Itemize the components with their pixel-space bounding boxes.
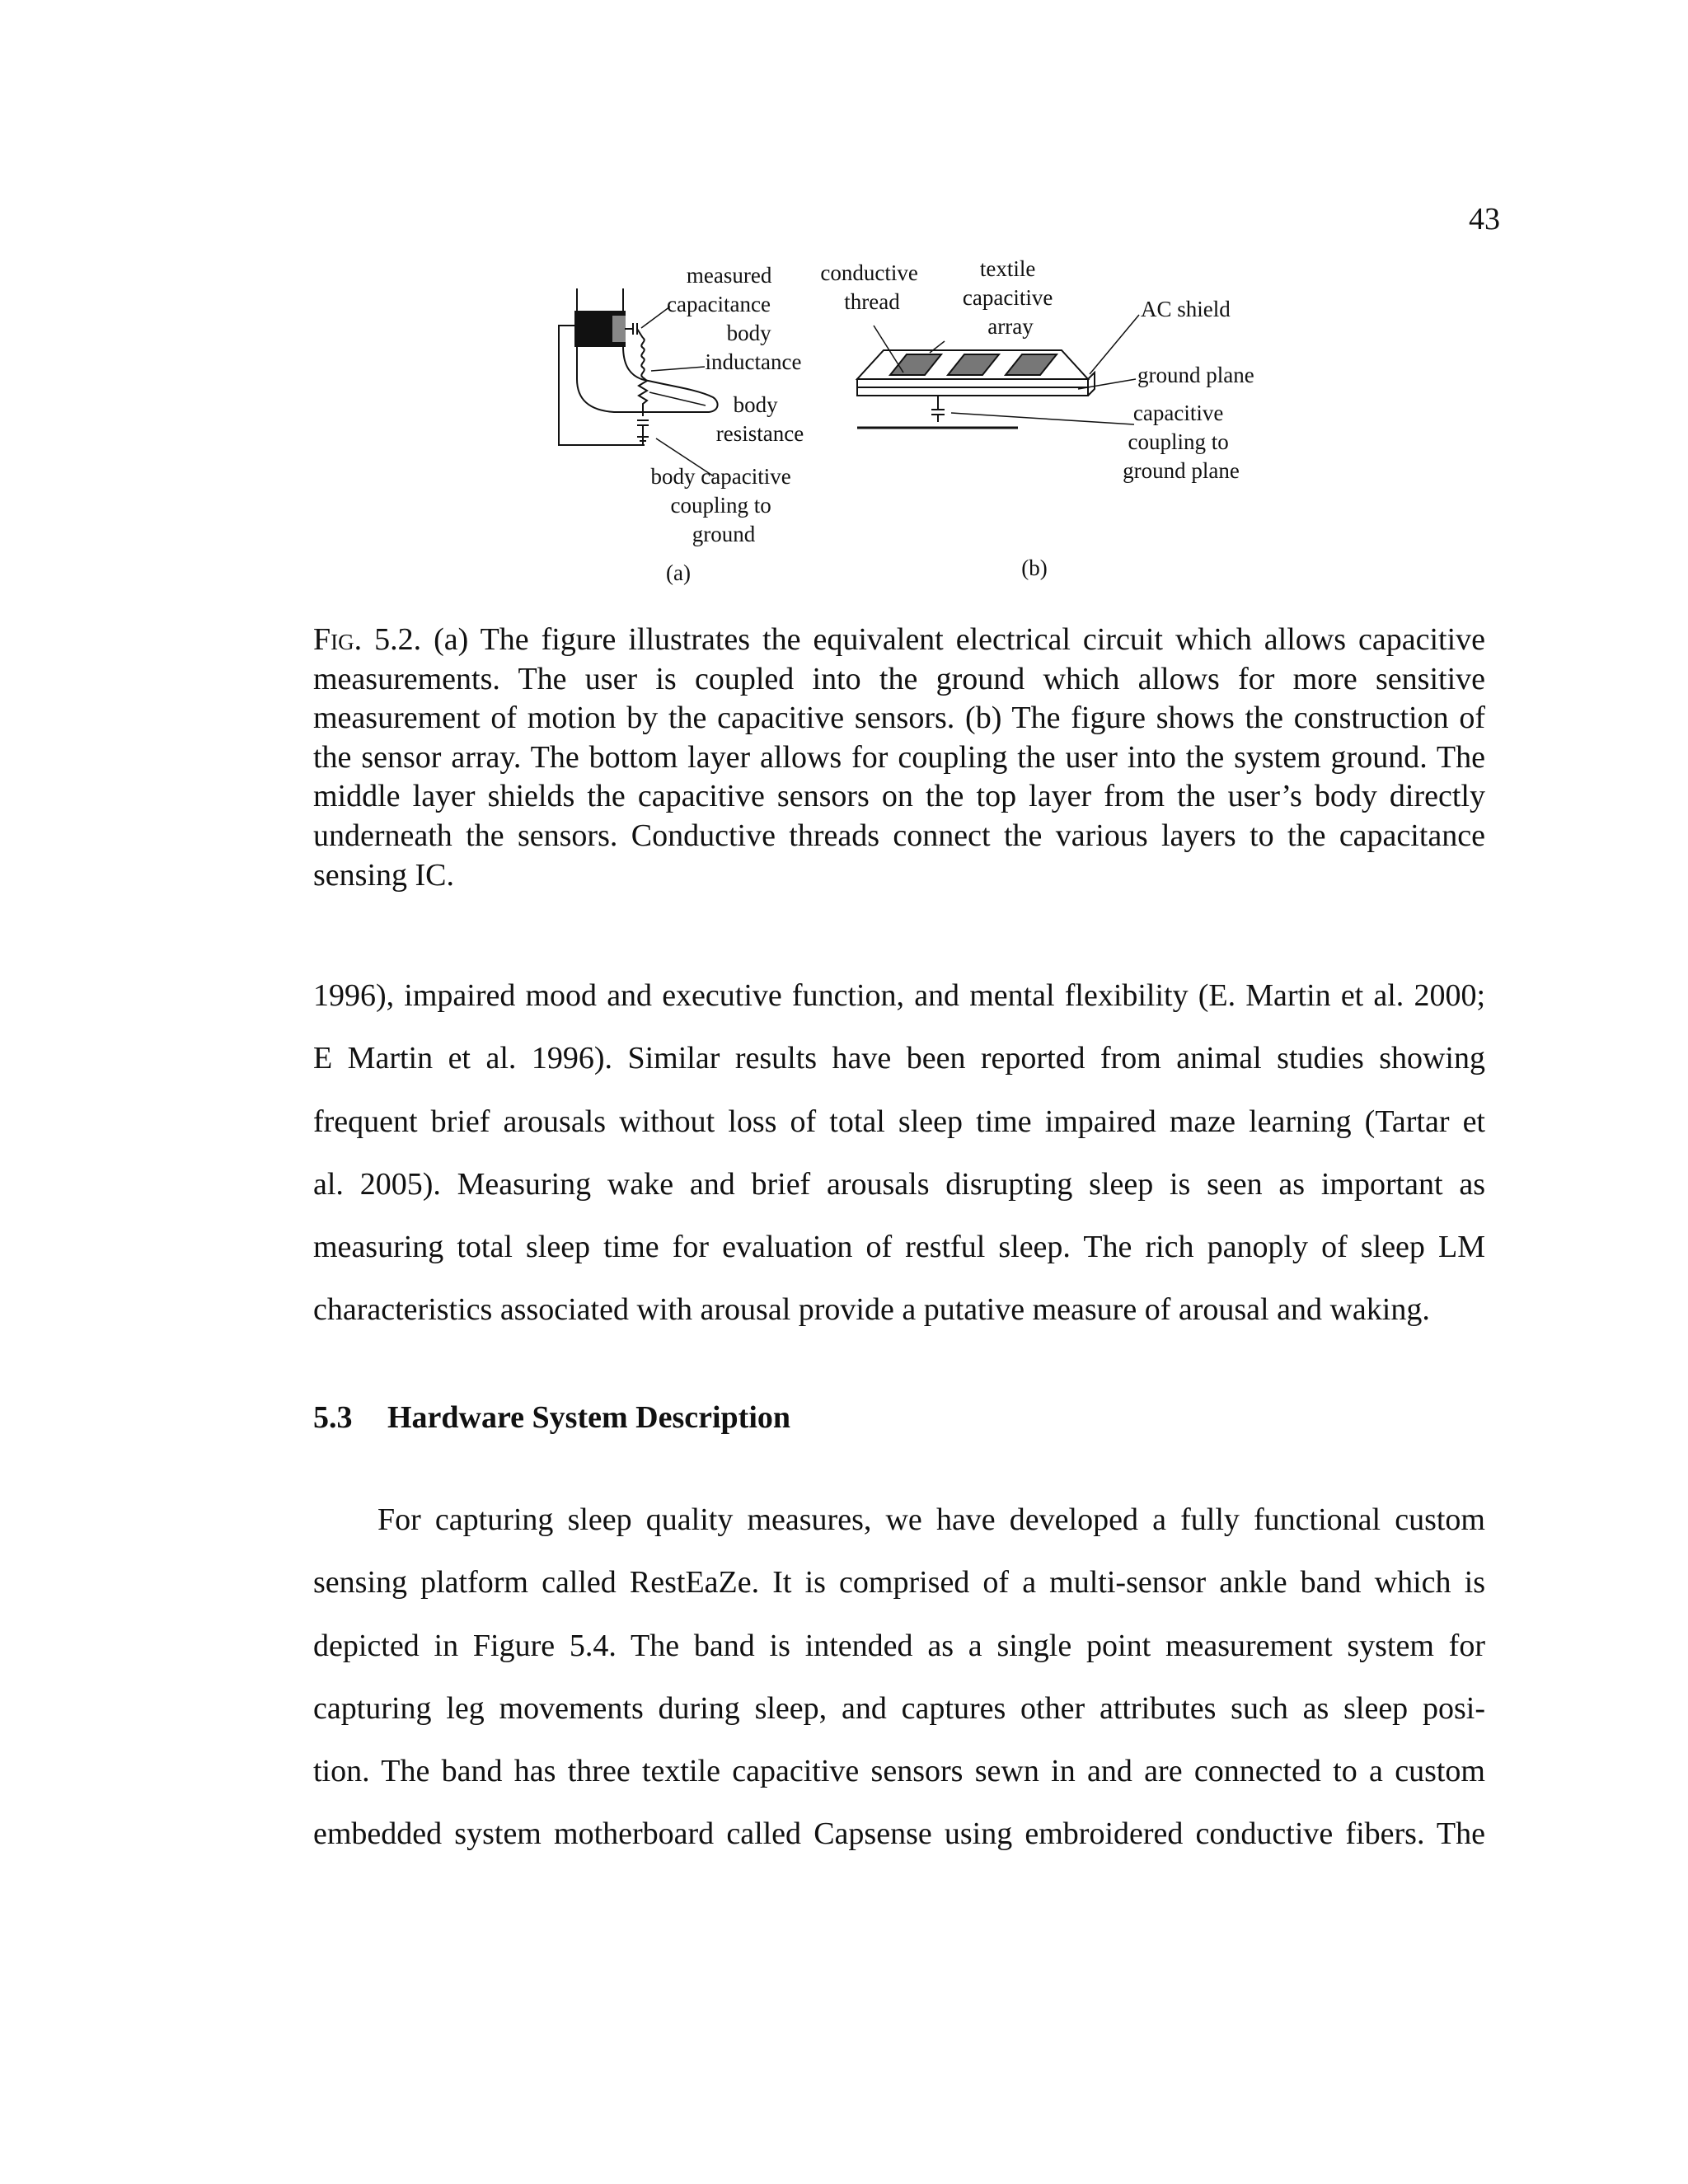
svg-text:body resistance <box>716 392 804 446</box>
paragraph-1-line-5: measuring total sleep time for evaluation of restful sleep. The rich panoply of sleep LM <box>313 1230 1485 1265</box>
paragraph-1-line-4: al. 2005). Measuring wake and brief arousals disrupting sleep is seen as important as <box>313 1166 1485 1202</box>
label-body-2: body <box>733 392 778 417</box>
page-number: 43 <box>1469 202 1500 237</box>
svg-text:capacitive coupling to <box>1123 401 1240 483</box>
caption-number: 5.2. <box>362 622 422 657</box>
svg-text:conductive thread <box>820 260 923 314</box>
paragraph-1-line-2: E Martin et al. 1996). Similar results have been reported from animal studies showing <box>313 1041 1485 1076</box>
section-title: Hardware System Description <box>387 1400 791 1435</box>
paragraph-1-line-1: 1996), impaired mood and executive function, and mental flexibility (E. Martin et al. 2000; <box>313 978 1485 1013</box>
label-conductive: conductive <box>820 260 918 285</box>
resistor-symbol <box>639 377 647 416</box>
panel-a-labels <box>651 263 804 585</box>
label-measured: measured <box>686 263 772 288</box>
paragraph-2-line-2: sensing platform called RestEaZe. It is comprised of a multi-sensor ankle band which is <box>313 1565 1485 1601</box>
panel-b-letter: (b) <box>1021 555 1048 580</box>
label-array: array <box>987 314 1034 339</box>
section-heading <box>313 1399 790 1436</box>
label-coupling-to-2: coupling to <box>1128 429 1229 454</box>
paragraph-1 <box>313 964 1485 1342</box>
paragraph-2 <box>313 1488 1485 1866</box>
paragraph-1-line-3: frequent brief arousals without loss of total sleep time impaired maze learning (Tartar et <box>313 1104 1485 1139</box>
label-capacitive-2: capacitive <box>1132 401 1224 425</box>
paragraph-2-line-6: embedded system motherboard called Capsense using embroidered conductive fibers. The <box>313 1816 1485 1852</box>
svg-text:textile capacitive <box>963 256 1058 339</box>
label-body-1: body <box>726 321 771 345</box>
label-ac-shield: AC shield <box>1141 297 1231 321</box>
label-resistance: resistance <box>715 421 804 446</box>
label-ground-plane: ground plane <box>1137 363 1254 387</box>
inductor-symbol <box>641 338 644 377</box>
label-body-capacitive: body capacitive <box>650 464 791 489</box>
figure-5-2 <box>544 247 1269 593</box>
svg-text:body capacitive coupli <box>651 464 797 546</box>
paragraph-2-line-1: For capturing sleep quality measures, we have developed a fully functional custom <box>377 1502 1485 1537</box>
layer-middle-edge <box>857 387 1088 396</box>
paragraph-2-line-3: depicted in Figure 5.4. The band is intended as a single point measurement system for <box>313 1628 1485 1663</box>
paragraph-2-line-4: capturing leg movements during sleep, and captures other attributes such as sleep posi- <box>313 1690 1485 1726</box>
label-capacitance: capacitance <box>667 292 771 316</box>
ankle-band-sensor <box>613 316 625 341</box>
svg-text:body inductance <box>706 321 802 374</box>
paragraph-2-line-5: tion. The band has three textile capacitive sensors sewn in and are connected to a custom <box>313 1754 1485 1789</box>
label-inductance: inductance <box>705 349 802 374</box>
label-capacitive: capacitive <box>962 285 1053 310</box>
label-ground: ground <box>692 522 756 546</box>
caption-text: (a) The figure illustrates the equivalent electrical circuit which allows capacitive measurements. The user is coupled into the ground which allows for more sensitive measurement of motion by the capacitive sensors. (b) The figure shows the construction of the sensor array. The bottom layer allows for coupling the user into the system ground. The middle layer shields the capacitive sensors on the top layer from the user’s body directly underneath the sensors. Conductive threads connect the various layers to the capacitance sensing IC. <box>313 622 1486 893</box>
caption-prefix: Fig. <box>313 622 363 657</box>
label-coupling-to: coupling to <box>670 493 771 518</box>
layer-top-edge <box>857 379 1088 387</box>
label-ground-plane-2: ground plane <box>1123 458 1240 483</box>
paragraph-1-line-6: characteristics associated with arousal provide a putative measure of arousal and waking. <box>313 1292 1430 1328</box>
label-textile: textile <box>979 256 1036 281</box>
svg-text:measured capacitance <box>667 263 777 316</box>
figure-caption <box>313 621 1485 895</box>
panel-a-drawing <box>559 288 718 476</box>
panel-a-letter: (a) <box>666 560 691 585</box>
label-thread: thread <box>844 289 900 314</box>
section-number: 5.3 <box>313 1400 353 1435</box>
figure-svg <box>544 247 1269 593</box>
